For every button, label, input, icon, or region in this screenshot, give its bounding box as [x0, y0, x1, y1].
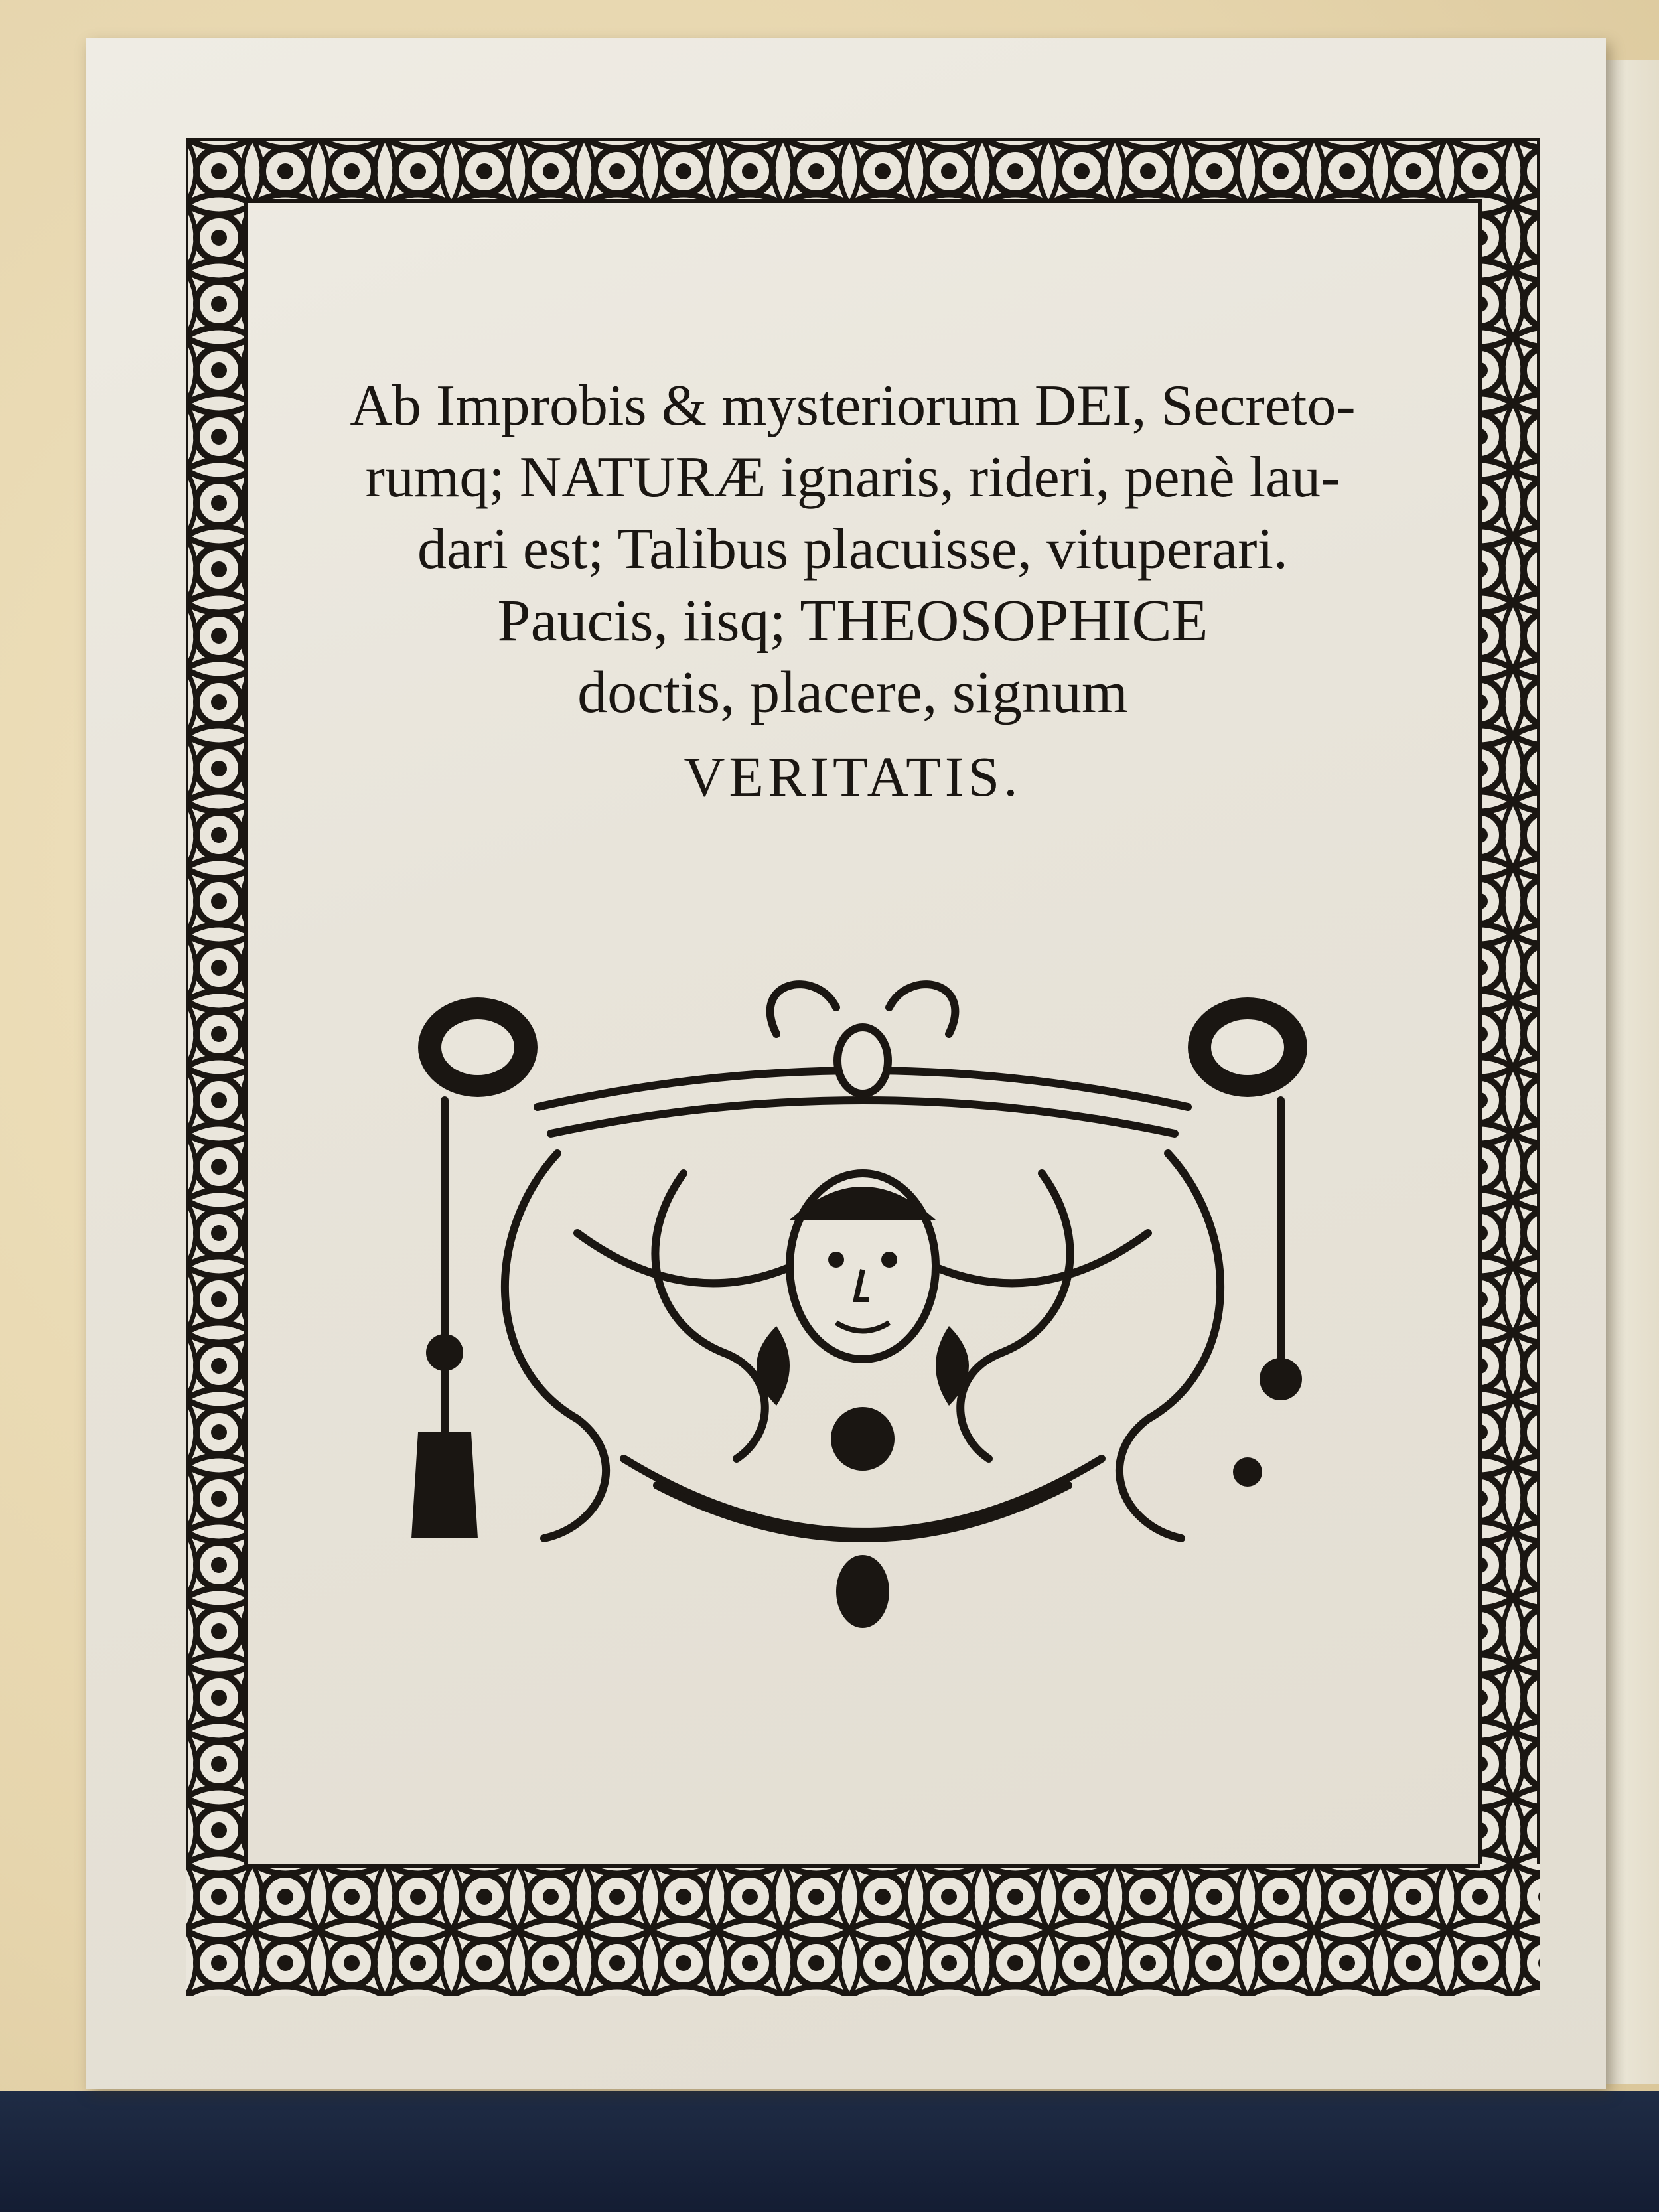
book-page: [86, 38, 1606, 2089]
title-line-1: Ab Improbis & mysteriorum DEI, Secreto-: [350, 374, 1356, 438]
blue-cloth: [0, 2091, 1659, 2212]
title-line-6: VERITATIS.: [684, 745, 1022, 808]
facing-page-edge: [1599, 60, 1659, 2084]
title-line-5: doctis, placere, signum: [577, 660, 1128, 725]
title-line-4: Paucis, iisq; THEOSOPHICE: [497, 588, 1208, 654]
title-line-2: rumq; NATURÆ ignaris, rideri, penè lau-: [365, 445, 1340, 510]
grotesque-mask-vignette-icon: [405, 954, 1321, 1645]
title-line-3: dari est; Talibus placuisse, vituperari.: [417, 517, 1288, 581]
title-block: [246, 370, 1460, 812]
